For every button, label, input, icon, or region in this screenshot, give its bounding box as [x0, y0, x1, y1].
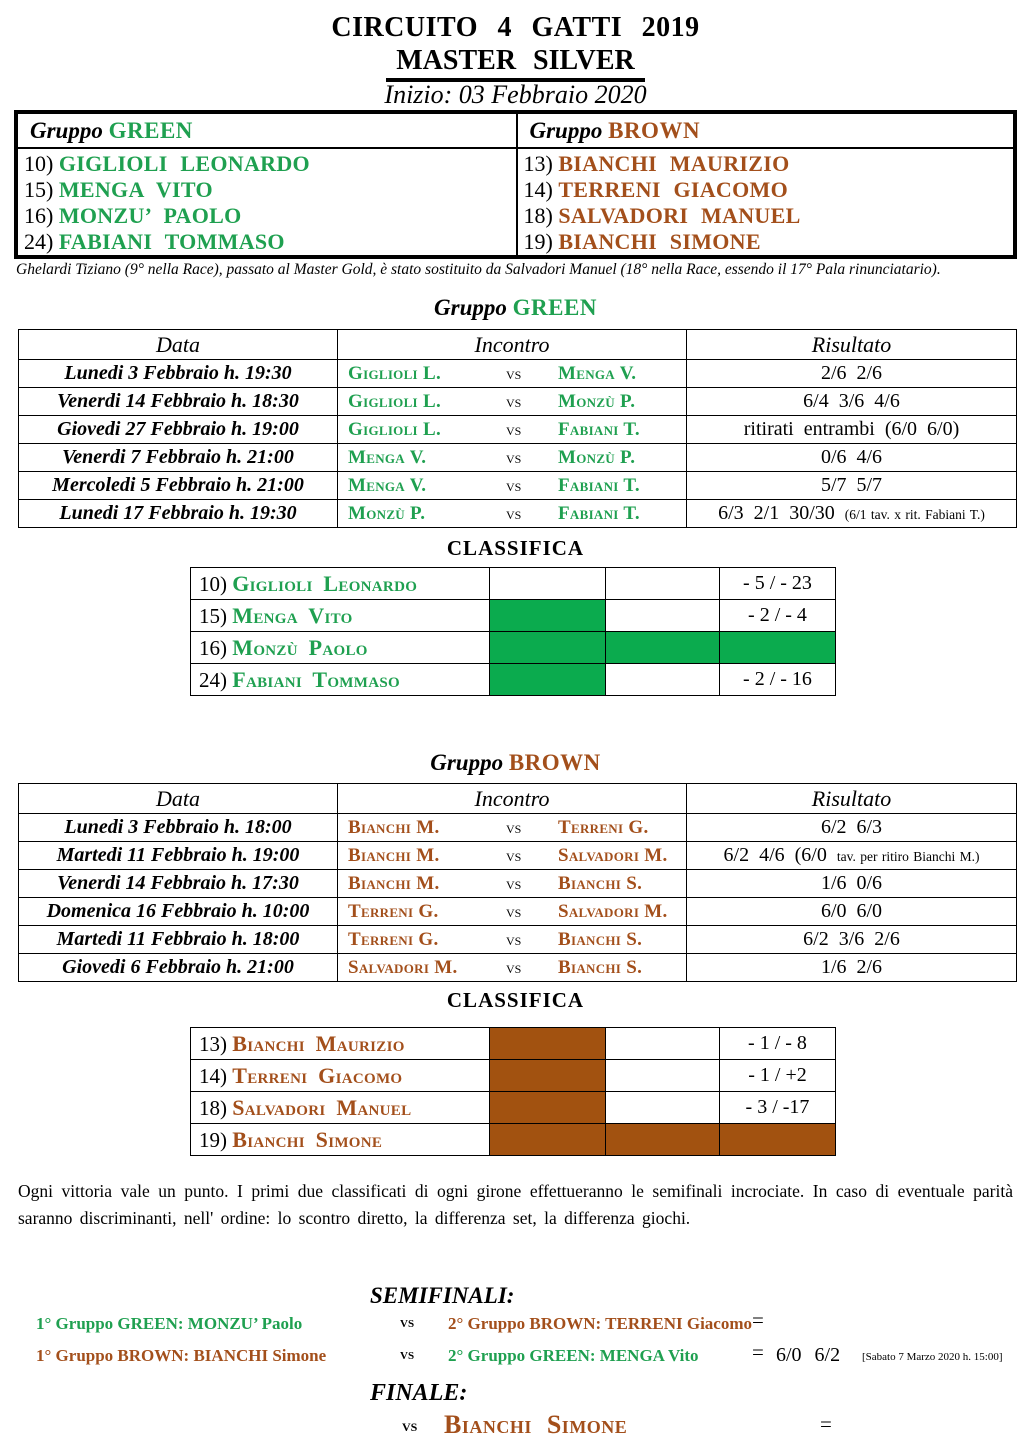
- differential-cell: - 3 / -17: [720, 1092, 836, 1124]
- player1: Terreni G.: [348, 900, 439, 922]
- vs-label: vs: [506, 957, 522, 977]
- semifinal-left-player: 1° Gruppo BROWN: BIANCHI Simone: [36, 1346, 327, 1365]
- result-main: 1/6 2/6: [820, 956, 883, 978]
- groups-box: [14, 110, 1017, 259]
- player2: Fabiani T.: [558, 502, 640, 524]
- classifica-row: [191, 1092, 836, 1124]
- match-row: [19, 842, 1017, 870]
- match-row: [19, 870, 1017, 898]
- match-result: [687, 388, 1017, 416]
- match-players: [338, 363, 686, 385]
- green-classifica-table: [190, 567, 836, 696]
- result-main: 6/0 6/0: [820, 900, 883, 922]
- player2: Terreni G.: [558, 816, 649, 838]
- player-number: 10): [24, 151, 54, 176]
- match-date: Venerdi 14 Febbraio h. 18:30: [19, 388, 338, 416]
- score-cell: [490, 600, 606, 632]
- result-main: 6/2 6/3: [820, 816, 883, 838]
- player-name: Bianchi Maurizio: [232, 1030, 405, 1056]
- score-cell: [606, 600, 720, 632]
- vs-label: vs: [506, 447, 522, 467]
- player1: Salvadori M.: [348, 956, 458, 978]
- score-cell: [606, 568, 720, 600]
- vs-label: vs: [506, 419, 522, 439]
- match-result: [687, 360, 1017, 388]
- group-green-header: [18, 114, 516, 149]
- header-data: Data: [19, 330, 338, 360]
- player-number: 13): [523, 151, 553, 176]
- header-risultato: Risultato: [687, 330, 1017, 360]
- match-row: [19, 472, 1017, 500]
- player1: Menga V.: [348, 446, 427, 468]
- player-row: [524, 229, 1014, 255]
- match-table-header-row: [19, 330, 1017, 360]
- group-brown-header: [518, 114, 1014, 149]
- semifinal-right-player: 2° Gruppo GREEN: MENGA Vito: [448, 1346, 699, 1365]
- score-cell: [606, 1092, 720, 1124]
- group-brown-name: BROWN: [608, 118, 701, 143]
- match-players: [338, 873, 686, 895]
- match-date: Mercoledi 5 Febbraio h. 21:00: [19, 472, 338, 500]
- differential-cell: [720, 632, 836, 664]
- score-cell: [606, 1060, 720, 1092]
- semifinal-score: 6/0 6/2: [776, 1344, 841, 1366]
- match-result: [687, 472, 1017, 500]
- player-number: 18): [199, 1095, 227, 1120]
- player-name: FABIANI TOMMASO: [58, 229, 285, 254]
- differential-cell: - 1 / - 8: [720, 1028, 836, 1060]
- header-data: Data: [19, 784, 338, 814]
- score-cell: [490, 568, 606, 600]
- player-row: [524, 177, 1014, 203]
- result-note: (6/1 tav. x rit. Fabiani T.): [844, 507, 985, 522]
- match-players: [338, 929, 686, 951]
- player1: Giglioli L.: [348, 362, 441, 384]
- player-number: 18): [523, 203, 553, 228]
- match-row: [19, 360, 1017, 388]
- player-name: GIGLIOLI LEONARDO: [58, 151, 310, 176]
- page-title: CIRCUITO 4 GATTI 2019: [331, 12, 700, 43]
- match-result: [687, 500, 1017, 528]
- match-row: [19, 416, 1017, 444]
- match-date: Lunedi 3 Febbraio h. 18:00: [19, 814, 338, 842]
- match-result: [687, 898, 1017, 926]
- match-table-header-row: [19, 784, 1017, 814]
- score-cell: [606, 664, 720, 696]
- header-incontro: Incontro: [338, 784, 687, 814]
- match-date: Martedi 11 Febbraio h. 18:00: [19, 926, 338, 954]
- player1: Bianchi M.: [348, 844, 440, 866]
- player-name: Terreni Giacomo: [232, 1062, 403, 1088]
- player1: Bianchi M.: [348, 816, 440, 838]
- classifica-row: [191, 568, 836, 600]
- match-players: [338, 845, 686, 867]
- score-cell: [606, 1124, 720, 1156]
- brown-classifica-table: [190, 1027, 836, 1156]
- brown-section-heading: [0, 750, 1031, 776]
- score-cell: [490, 632, 606, 664]
- player-number: 16): [199, 635, 227, 660]
- start-date: Inizio: 03 Febbraio 2020: [384, 80, 647, 109]
- group-green-column: [18, 114, 516, 255]
- green-section-heading: [0, 295, 1031, 321]
- result-main: ritirati entrambi (6/0 6/0): [743, 418, 960, 440]
- group-green-players: [18, 149, 516, 255]
- group-green-name: GREEN: [108, 118, 193, 143]
- vs-label: vs: [400, 1346, 415, 1363]
- score-cell: [490, 1060, 606, 1092]
- player-number: 15): [199, 603, 227, 628]
- vs-label: vs: [506, 929, 522, 949]
- vs-label: vs: [402, 1416, 418, 1435]
- vs-label: vs: [506, 363, 522, 383]
- section-heading-name: GREEN: [512, 295, 597, 320]
- player1: Bianchi M.: [348, 872, 440, 894]
- player-name: BIANCHI MAURIZIO: [558, 151, 790, 176]
- result-main: 1/6 0/6: [820, 872, 883, 894]
- player2: Bianchi S.: [558, 956, 643, 978]
- match-players: [338, 447, 686, 469]
- result-main: 2/6 2/6: [820, 362, 883, 384]
- differential-cell: - 5 / - 23: [720, 568, 836, 600]
- match-date: Venerdi 14 Febbraio h. 17:30: [19, 870, 338, 898]
- match-date: Lunedi 17 Febbraio h. 19:30: [19, 500, 338, 528]
- brown-classifica-heading: CLASSIFICA: [446, 988, 585, 1012]
- match-date: Lunedi 3 Febbraio h. 19:30: [19, 360, 338, 388]
- classifica-row: [191, 632, 836, 664]
- green-match-table: [18, 329, 1017, 528]
- classifica-row: [191, 1124, 836, 1156]
- player1: Terreni G.: [348, 928, 439, 950]
- player2: Bianchi S.: [558, 872, 643, 894]
- player-row: [24, 177, 516, 203]
- player-number: 14): [199, 1063, 227, 1088]
- match-date: Giovedi 27 Febbraio h. 19:00: [19, 416, 338, 444]
- group-label-prefix: Gruppo: [30, 118, 103, 143]
- equals-sign: =: [752, 1308, 764, 1332]
- result-main: 0/6 4/6: [820, 446, 883, 468]
- substitution-note: Ghelardi Tiziano (9° nella Race), passato al Master Gold, è stato sostituito da Salvadori Manuel (18° nella Race, essendo il 17° Pala rinunciatario).: [16, 261, 941, 278]
- match-row: [19, 500, 1017, 528]
- match-row: [19, 898, 1017, 926]
- player-name: Giglioli Leonardo: [232, 570, 418, 596]
- match-row: [19, 926, 1017, 954]
- match-players: [338, 419, 686, 441]
- result-note: tav. per ritiro Bianchi M.): [836, 849, 980, 864]
- score-cell: [490, 664, 606, 696]
- differential-cell: [720, 1124, 836, 1156]
- player-number: 19): [199, 1127, 227, 1152]
- semifinal-right-player: 2° Gruppo BROWN: TERRENI Giacomo: [448, 1314, 753, 1333]
- classifica-row: [191, 600, 836, 632]
- player-name: MENGA VITO: [58, 177, 213, 202]
- result-main: 6/4 3/6 4/6: [803, 390, 900, 412]
- page-subtitle-wrap: [0, 45, 1031, 82]
- player2: Monzù P.: [558, 446, 636, 468]
- vs-label: vs: [506, 873, 522, 893]
- group-label-prefix: Gruppo: [529, 118, 603, 143]
- player-number: 19): [523, 229, 553, 254]
- differential-cell: - 1 / +2: [720, 1060, 836, 1092]
- player-number: 14): [523, 177, 553, 202]
- rules-paragraph: Ogni vittoria vale un punto. I primi due classificati di ogni girone effettueranno le semifinali incrociate. In caso di eventuale parità saranno discriminanti, nell' ordine: lo scontro diretto, la differenza set, la differenza giochi.: [18, 1181, 1013, 1228]
- vs-label: vs: [506, 475, 522, 495]
- score-cell: [490, 1124, 606, 1156]
- match-result: [687, 842, 1017, 870]
- player-row: [524, 203, 1014, 229]
- header-incontro: Incontro: [338, 330, 687, 360]
- match-players: [338, 817, 686, 839]
- player-name: Salvadori Manuel: [232, 1094, 412, 1120]
- classifica-row: [191, 1060, 836, 1092]
- score-cell: [606, 1028, 720, 1060]
- vs-label: vs: [506, 817, 522, 837]
- match-players: [338, 391, 686, 413]
- match-row: [19, 444, 1017, 472]
- player2: Fabiani T.: [558, 418, 640, 440]
- score-cell: [606, 632, 720, 664]
- semifinal-row: [0, 1308, 1031, 1342]
- match-date: Giovedi 6 Febbraio h. 21:00: [19, 954, 338, 982]
- section-heading-name: BROWN: [508, 750, 601, 775]
- player-number: 13): [199, 1031, 227, 1056]
- match-row: [19, 814, 1017, 842]
- player-name: Monzù Paolo: [232, 634, 368, 660]
- player2: Salvadori M.: [558, 900, 668, 922]
- classifica-row: [191, 664, 836, 696]
- player-name: BIANCHI SIMONE: [558, 229, 761, 254]
- semifinal-left-player: 1° Gruppo GREEN: MONZU’ Paolo: [36, 1314, 303, 1333]
- vs-label: vs: [506, 845, 522, 865]
- player-row: [24, 229, 516, 255]
- score-cell: [490, 1028, 606, 1060]
- result-main: 5/7 5/7: [820, 474, 883, 496]
- player2: Fabiani T.: [558, 474, 640, 496]
- green-classifica-heading: CLASSIFICA: [446, 536, 585, 560]
- match-result: [687, 444, 1017, 472]
- result-main: 6/2 3/6 2/6: [803, 928, 900, 950]
- player-name: Menga Vito: [232, 602, 353, 628]
- player-number: 15): [24, 177, 54, 202]
- player1: Monzù P.: [348, 502, 426, 524]
- player-number: 24): [24, 229, 54, 254]
- section-heading-prefix: Gruppo: [430, 750, 504, 775]
- differential-cell: - 2 / - 16: [720, 664, 836, 696]
- vs-label: vs: [506, 503, 522, 523]
- player1: Giglioli L.: [348, 390, 441, 412]
- match-result: [687, 416, 1017, 444]
- player2: Menga V.: [558, 362, 637, 384]
- player-name: TERRENI GIACOMO: [558, 177, 789, 202]
- match-date: Venerdi 7 Febbraio h. 21:00: [19, 444, 338, 472]
- vs-label: vs: [506, 901, 522, 921]
- player-row: [24, 203, 516, 229]
- vs-label: vs: [400, 1314, 415, 1331]
- player-name: SALVADORI MANUEL: [558, 203, 801, 228]
- equals-sign: =: [820, 1412, 832, 1436]
- player2: Salvadori M.: [558, 844, 668, 866]
- semifinal-date-note: [Sabato 7 Marzo 2020 h. 15:00]: [862, 1351, 1003, 1363]
- player2: Monzù P.: [558, 390, 636, 412]
- semifinal-row: [0, 1340, 1031, 1374]
- match-players: [338, 901, 686, 923]
- player1: Giglioli L.: [348, 418, 441, 440]
- match-result: [687, 870, 1017, 898]
- match-result: [687, 814, 1017, 842]
- match-result: [687, 926, 1017, 954]
- vs-label: vs: [506, 391, 522, 411]
- player-row: [524, 151, 1014, 177]
- match-players: [338, 957, 686, 979]
- player2: Bianchi S.: [558, 928, 643, 950]
- match-result: [687, 954, 1017, 982]
- match-date: Martedi 11 Febbraio h. 19:00: [19, 842, 338, 870]
- brown-match-table: [18, 783, 1017, 982]
- match-date: Domenica 16 Febbraio h. 10:00: [19, 898, 338, 926]
- player-number: 24): [199, 667, 227, 692]
- score-cell: [490, 1092, 606, 1124]
- section-heading-prefix: Gruppo: [434, 295, 507, 320]
- classifica-row: [191, 1028, 836, 1060]
- match-players: [338, 503, 686, 525]
- player1: Menga V.: [348, 474, 427, 496]
- match-row: [19, 388, 1017, 416]
- final-player: Bianchi Simone: [444, 1410, 628, 1439]
- player-name: MONZU’ PAOLO: [58, 203, 242, 228]
- player-number: 16): [24, 203, 54, 228]
- final-heading: FINALE:: [370, 1380, 468, 1406]
- player-name: Fabiani Tommaso: [232, 666, 400, 692]
- header-risultato: Risultato: [687, 784, 1017, 814]
- group-brown-column: [516, 114, 1014, 255]
- result-main: 6/3 2/1 30/30: [718, 502, 835, 524]
- page-subtitle: MASTER SILVER: [386, 45, 644, 82]
- player-name: Bianchi Simone: [232, 1126, 383, 1152]
- semifinals-heading: SEMIFINALI:: [370, 1283, 515, 1308]
- differential-cell: - 2 / - 4: [720, 600, 836, 632]
- match-players: [338, 475, 686, 497]
- match-row: [19, 954, 1017, 982]
- final-row: [0, 1410, 1031, 1444]
- equals-sign: =: [752, 1340, 764, 1364]
- result-main: 6/2 4/6 (6/0: [723, 844, 827, 866]
- player-number: 10): [199, 571, 227, 596]
- player-row: [24, 151, 516, 177]
- group-brown-players: [518, 149, 1014, 255]
